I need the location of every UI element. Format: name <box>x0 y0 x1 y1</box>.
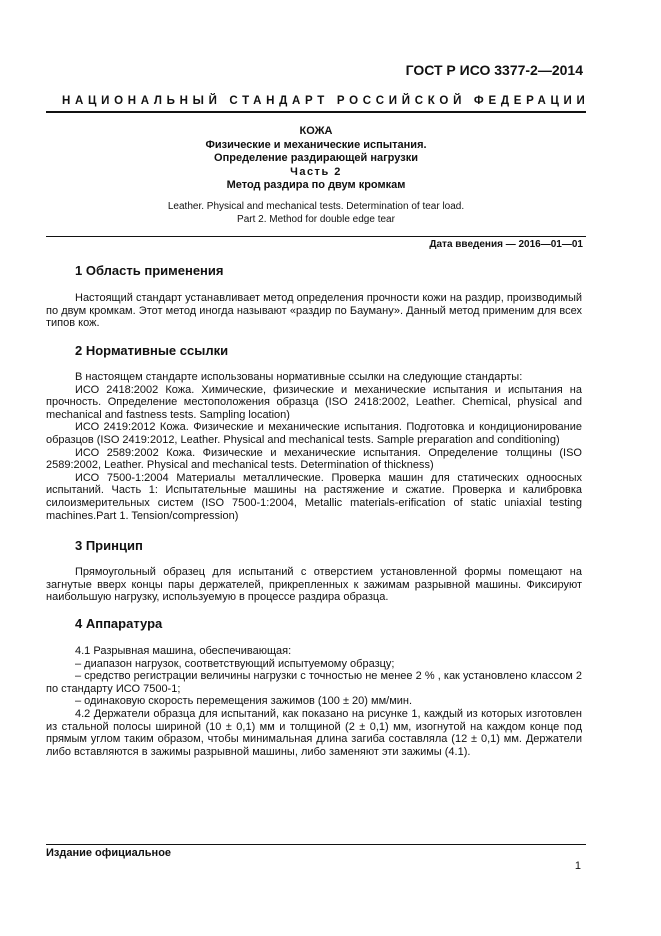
paragraph: Прямоугольный образец для испытаний с отверстием установленной формы помещают на загнутые вверх концы пары держателей, прикрепленных к зажимам разрывной машины. Фиксируют наибольшую нагрузку, используемую в процессе раздира образца. <box>46 566 582 604</box>
list-item: – средство регистрации величины нагрузки с точностью не менее 2 % , как установлено классом 2 по стандарту ИСО 7500-1; <box>46 670 582 695</box>
section-heading: 1 Область применения <box>75 263 224 278</box>
english-title-line: Leather. Physical and mechanical tests. Determination of tear load. <box>167 201 465 212</box>
english-title-line: Part 2. Method for double edge tear <box>237 213 395 225</box>
english-title-block <box>46 201 586 226</box>
title-line: Определение раздирающей нагрузки <box>214 152 418 164</box>
document-number: ГОСТ Р ИСО 3377-2—2014 <box>405 62 583 78</box>
edition-label: Издание официальное <box>46 847 172 859</box>
section-heading: 2 Нормативные ссылки <box>75 343 229 358</box>
section-heading: 4 Аппаратура <box>75 616 163 631</box>
paragraph: Настоящий стандарт устанавливает метод определения прочности кожи на раздир, производимый по двум кромкам. Этот метод иногда называют «раздир по Бауману». Данный метод применим для всех типов кож. <box>46 292 582 330</box>
title-divider <box>46 236 586 237</box>
page-number: 1 <box>574 860 581 872</box>
national-standard-banner: НАЦИОНАЛЬНЫЙ СТАНДАРТ РОССИЙСКОЙ ФЕДЕРАЦИИ <box>62 95 590 107</box>
footer-divider <box>46 844 586 845</box>
paragraph: 4.1 Разрывная машина, обеспечивающая: <box>75 645 292 657</box>
title-line: КОЖА <box>299 125 333 137</box>
paragraph: 4.2 Держатели образца для испытаний, как показано на рисунке 1, каждый из которых изготовлен из стальной полосы шириной (10 ± 0,1) мм и толщиной (2 ± 0,1) мм, изогнутой на каждом конце под прямым углом таким образом, чтобы минимальная длина загиба составляла (12 ± 0,1) мм. Держатели либо вставляются в зажимы разрывной машины, либо заменяют эти зажимы (4.1). <box>46 707 582 758</box>
section-body <box>46 292 582 330</box>
section-body <box>46 645 582 758</box>
top-divider <box>46 111 586 113</box>
paragraph: В настоящем стандарте использованы нормативные ссылки на следующие стандарты: <box>75 371 523 383</box>
section-body <box>46 371 582 522</box>
paragraph: ИСО 7500-1:2004 Материалы металлические. Проверка машин для статических одноосных испытаний. Часть 1: Испытательные машины на растяжение и сжатие. Проверка и калибровка силоизмерительных систем (ISO 7500-1:2004, Metallic materials-erification of static uniaxial testing machines.Part 1. Tension/compression) <box>46 471 582 522</box>
title-part: Часть 2 <box>290 165 342 178</box>
list-item: – одинаковую скорость перемещения зажимов (100 ± 20) мм/мин. <box>75 695 413 708</box>
title-line: Физические и механические испытания. <box>205 138 427 151</box>
paragraph: ИСО 2418:2002 Кожа. Химические, физические и механические испытания и испытания на прочность. Определение местоположения образца (ISO 2418:2002, Leather. Chemical, physical and mechanical and fastness tests. Sampling location) <box>46 383 582 421</box>
title-line: Метод раздира по двум кромкам <box>226 179 406 191</box>
section-body <box>46 566 582 604</box>
section-heading: 3 Принцип <box>75 538 143 553</box>
list-item: – диапазон нагрузок, соответствующий испытуемому образцу; <box>75 657 395 670</box>
introduction-date: Дата введения — 2016—01—01 <box>429 239 583 250</box>
paragraph: ИСО 2589:2002 Кожа. Физические и механические испытания. Определение толщины (ISO 2589:2002, Leather. Physical and mechanical tests. Determination of thickness) <box>46 446 582 472</box>
paragraph: ИСО 2419:2012 Кожа. Физические и механические испытания. Подготовка и кондиционирование образцов (ISO 2419:2012, Leather. Physical and mechanical tests. Sample preparation and conditioning) <box>46 421 582 446</box>
title-block <box>46 125 586 193</box>
